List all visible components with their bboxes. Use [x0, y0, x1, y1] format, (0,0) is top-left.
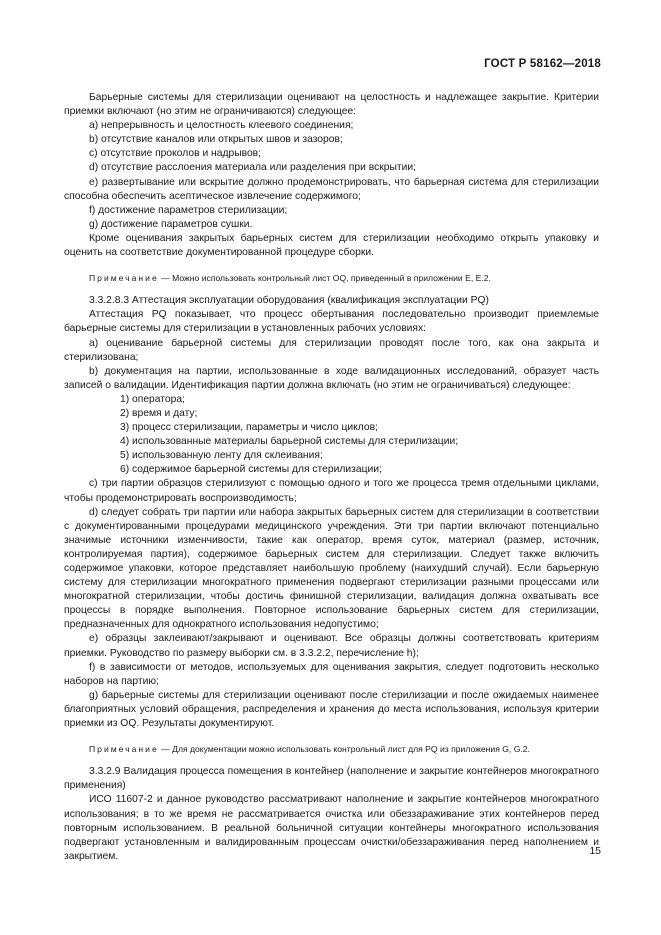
paragraph: ИСО 11607-2 и данное руководство рассматривают наполнение и закрытие контейнеров многократного использования; в то же время не рассматривается очистка или обеззараживание этих контейнеров перед повторным использованием. В реальной больничной ситуации контейнеры многократного использования подвергают установленным и валидированным процессам очистки/обеззараживания перед наполнением и закрытием. [64, 794, 599, 862]
sublist-item: 1) оператора; [120, 393, 185, 405]
sublist-item: 4) использованные материалы барьерной системы для стерилизации; [120, 436, 459, 448]
note-text: — Можно использовать контрольный лист OQ, приведенный в приложении Е, Е.2. [158, 273, 491, 284]
document-code-header: ГОСТ Р 58162—2018 [484, 58, 601, 70]
list-item: d) следует собрать три партии или набора закрытых барьерных систем для стерилизации в соответствии с документированными процедурами медицинского учреждения. Эти три партии включают потенциально значимые источники изменчивости, такие как оператор, время суток, материал (размер, источник, контролируемая партия), содержимое барьерных систем для стерилизации. Следует также включить содержимое упаковки, которое представляет наибольшую проблему (наихудший случай). Если барьерную систему для стерилизации многократного применения подвергают стерилизации разными процессами или многократной стерилизации, чтобы достичь финишной стерилизации, валидация должна охватывать все процессы в порядке выполнения. Повторное использование барьерных систем для стерилизации, предназначенных для однократного использования недопустимо; [64, 506, 599, 631]
note-label: Примечание [89, 273, 159, 284]
note-text: — Для документации можно использовать контрольный лист для PQ из приложения G, G.2. [158, 744, 530, 755]
list-item: e) развертывание или вскрытие должно продемонстрировать, что барьерная система для стерилизации способна обеспечить асептическое извлечение содержимого; [64, 176, 599, 202]
list-item: g) достижение параметров сушки. [89, 218, 253, 230]
paragraph: Барьерные системы для стерилизации оценивают на целостность и надлежащее закрытие. Критерии приемки включают (но этим не ограничиваются) следующее: [64, 92, 599, 118]
list-item: a) непрерывность и целостность клеевого соединения; [89, 120, 354, 132]
list-item: g) барьерные системы для стерилизации оценивают после стерилизации и после ожидаемых наименее благоприятных условий обращения, распределения и хранения до места использования, используя критерии приемки из OQ. Результаты документируют. [64, 689, 599, 730]
sublist-item: 6) содержимое барьерной системы для стерилизации; [120, 464, 382, 476]
page-number: 15 [589, 845, 601, 857]
list-item: b) документация на партии, использованные в ходе валидационных исследований, образует часть записей о валидации. Идентификация партии должна включать (но этим не ограничиваться) следующее: [64, 365, 599, 391]
list-item: e) образцы заклеивают/закрывают и оценивают. Все образцы должны соответствовать критериям приемки. Руководство по размеру выборки см. в 3.3.2.2, перечисление h); [64, 633, 599, 659]
list-item: f) достижение параметров стерилизации; [89, 204, 288, 216]
list-item: a) оценивание барьерной системы для стерилизации проводят после того, как она закрыта и стерилизована; [64, 337, 599, 363]
paragraph: Аттестация PQ показывает, что процесс обертывания последовательно производит приемлемые барьерные системы для стерилизации в установленных рабочих условиях: [64, 309, 599, 335]
list-item: c) три партии образцов стерилизуют с помощью одного и того же процесса тремя отдельными циклами, чтобы продемонстрировать воспроизводимость; [64, 478, 599, 504]
list-item: c) отсутствие проколов и надрывов; [89, 148, 262, 160]
note [64, 742, 599, 756]
list-item: f) в зависимости от методов, используемых для оценивания закрытия, следует подготовить несколько наборов на партию; [64, 661, 599, 687]
list-item: b) отсутствие каналов или открытых швов и зазоров; [89, 134, 343, 146]
note-label: Примечание [89, 744, 159, 755]
document-body [64, 91, 599, 864]
section-heading: 3.3.2.8.3 Аттестация эксплуатации оборудования (квалификация эксплуатации PQ) [89, 295, 489, 307]
sublist-item: 3) процесс стерилизации, параметры и число циклов; [120, 422, 378, 434]
sublist-item: 5) использованную ленту для склеивания; [120, 450, 323, 462]
section-heading: 3.3.2.9 Валидация процесса помещения в контейнер (наполнение и закрытие контейнеров многократного применения) [64, 766, 599, 792]
sublist-item: 2) время и дату; [120, 407, 198, 419]
note [64, 271, 599, 285]
paragraph: Кроме оценивания закрытых барьерных систем для стерилизации необходимо открыть упаковку и оценить на соответствие документированной процедуре сборки. [64, 232, 599, 259]
list-item: d) отсутствие расслоения материала или разделения при вскрытии; [89, 162, 416, 174]
